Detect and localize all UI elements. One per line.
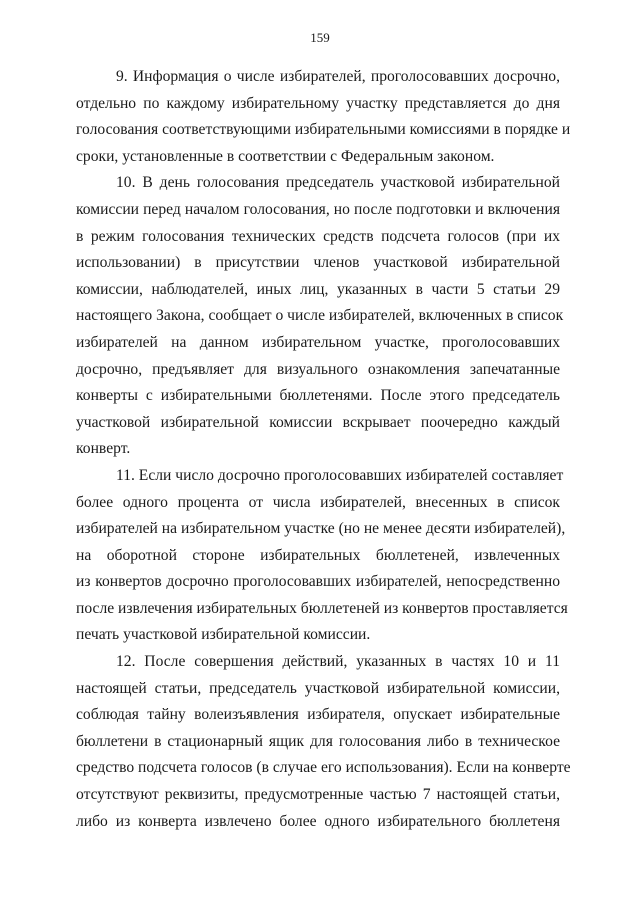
paragraph-12: [76, 649, 571, 835]
text-line: после извлечения избирательных бюллетеней из конвертов проставляется: [76, 599, 568, 617]
text-line: либо из конверта извлечено более одного избирательного бюллетеня: [76, 812, 560, 830]
text-line: сроки, установленные в соответствии с Федеральным законом.: [76, 147, 495, 165]
text-line: избирателей на данном избирательном участке, проголосовавших: [76, 333, 560, 351]
text-line: использовании) в присутствии членов участковой избирательной: [76, 254, 560, 272]
text-line: из конвертов досрочно проголосовавших избирателей, непосредственно: [76, 573, 560, 591]
text-line: 11. Если число досрочно проголосовавших избирателей составляет: [116, 466, 564, 484]
text-line: более одного процента от числа избирателей, внесенных в список: [76, 493, 560, 511]
text-line: на оборотной стороне избирательных бюллетеней, извлеченных: [76, 546, 560, 564]
text-line: настоящей статьи, председатель участковой избирательной комиссии,: [76, 679, 560, 697]
text-line: в режим голосования технических средств подсчета голосов (при их: [76, 227, 560, 245]
page-number: 159: [310, 30, 330, 45]
text-line: участковой избирательной комиссии вскрывает поочередно каждый: [76, 413, 560, 431]
text-line: настоящего Закона, сообщает о числе избирателей, включенных в список: [76, 307, 564, 325]
text-line: комиссии, наблюдателей, иных лиц, указанных в части 5 статьи 29: [76, 280, 560, 298]
text-line: отсутствуют реквизиты, предусмотренные частью 7 настоящей статьи,: [76, 786, 560, 804]
text-line: конверт.: [76, 440, 131, 458]
text-line: печать участковой избирательной комиссии.: [76, 626, 371, 644]
text-line: бюллетени в стационарный ящик для голосования либо в техническое: [76, 732, 560, 750]
text-line: конверты с избирательными бюллетенями. После этого председатель: [76, 387, 560, 405]
text-line: избирателей на избирательном участке (но не менее десяти избирателей),: [76, 520, 566, 538]
paragraph-9: [76, 64, 571, 170]
text-line: 9. Информация о числе избирателей, проголосовавших досрочно,: [116, 68, 560, 85]
text-line: досрочно, предъявляет для визуального ознакомления запечатанные: [76, 360, 560, 378]
text-line: отдельно по каждому избирательному участку представляется до дня: [76, 94, 560, 112]
text-line: комиссии перед началом голосования, но после подготовки и включения: [76, 200, 560, 218]
document-body: [76, 64, 571, 835]
text-line: голосования соответствующими избирательными комиссиями в порядке и: [76, 121, 571, 139]
text-line: средство подсчета голосов (в случае его использования). Если на конверте: [76, 759, 571, 777]
text-line: соблюдая тайну волеизъявления избирателя, опускает избирательные: [76, 706, 560, 724]
paragraph-11: [76, 463, 568, 649]
text-line: 10. В день голосования председатель участковой избирательной: [116, 174, 560, 192]
text-line: 12. После совершения действий, указанных в частях 10 и 11: [116, 653, 560, 671]
paragraph-10: [76, 170, 564, 463]
